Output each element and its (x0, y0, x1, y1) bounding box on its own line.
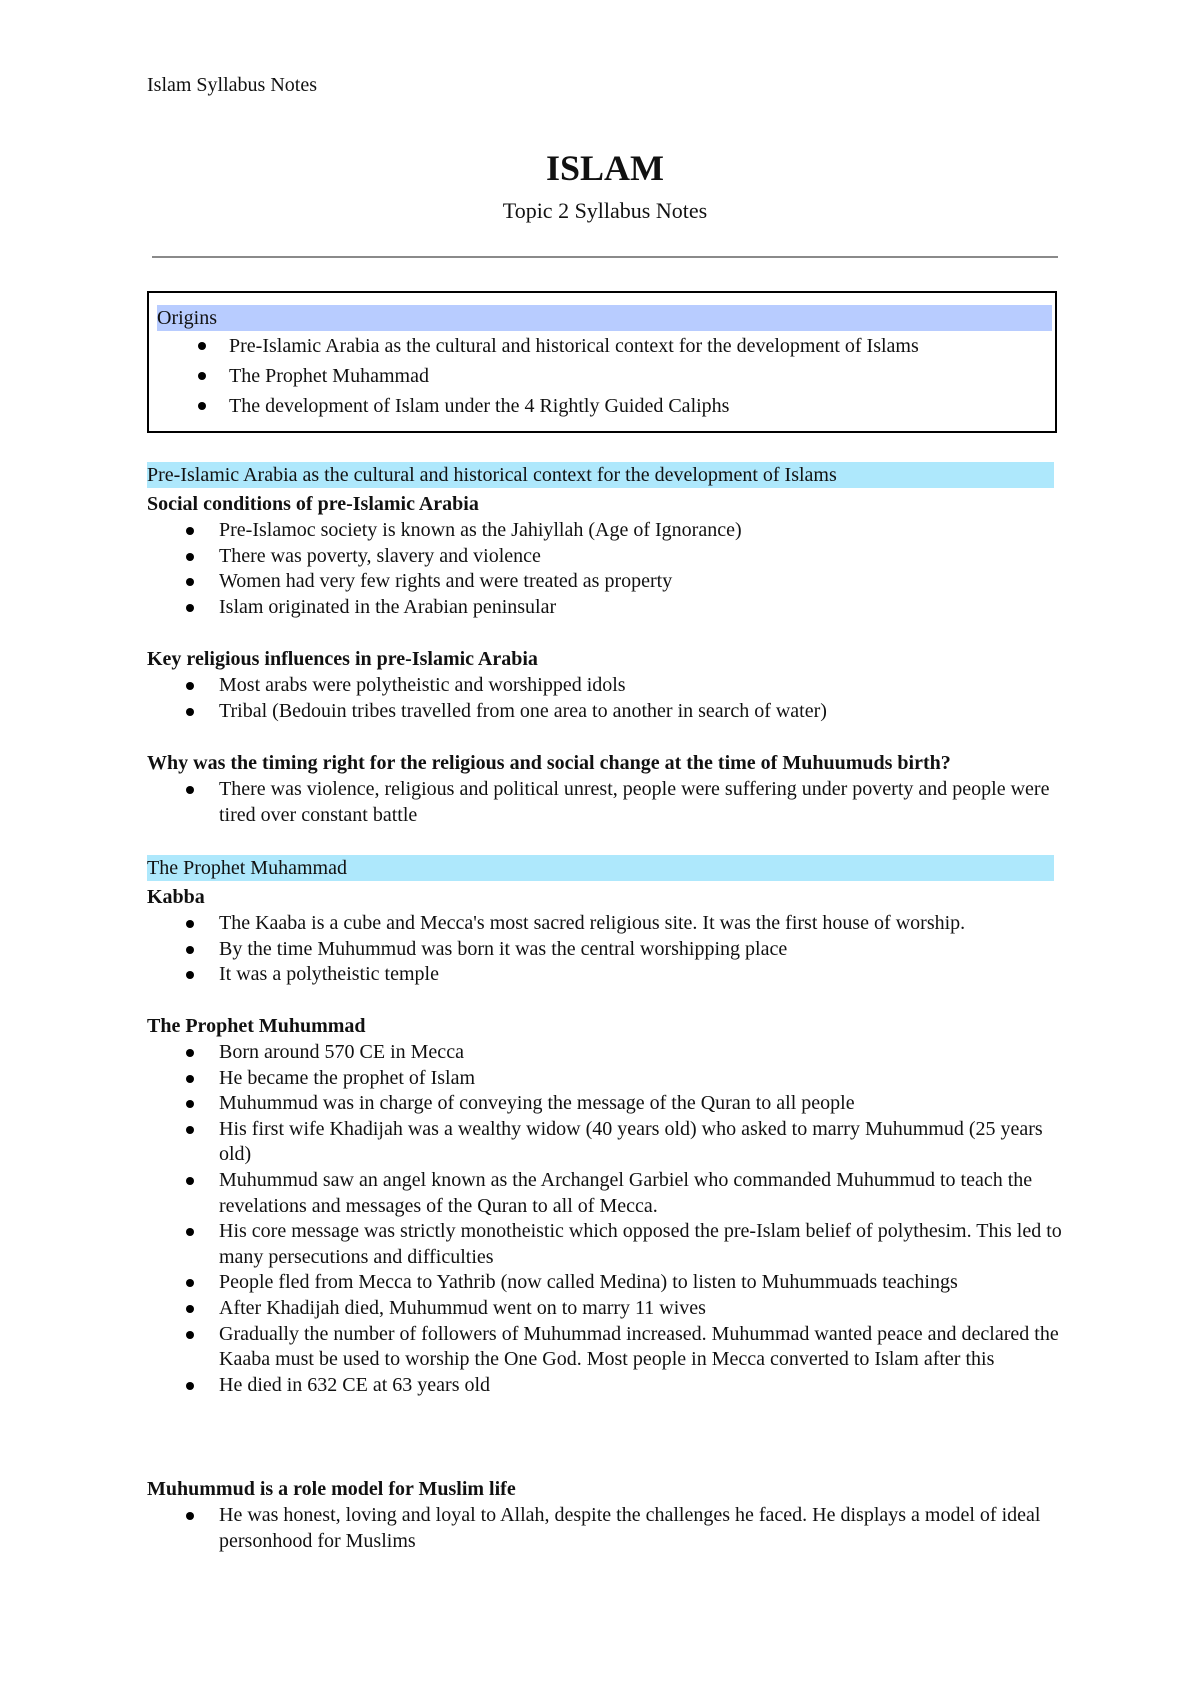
heading-religious-influences: Key religious influences in pre-Islamic Arabia (147, 648, 538, 670)
list-item: People fled from Mecca to Yathrib (now called Medina) to listen to Muhummuads teachings (147, 1270, 1067, 1296)
list-item: He died in 632 CE at 63 years old (147, 1373, 1067, 1399)
prophet-muhummad-list (147, 1040, 1067, 1398)
origins-box (147, 291, 1057, 433)
list-item: His core message was strictly monotheistic which opposed the pre-Islam belief of polythesim. This led to many persecutions and difficulties (147, 1219, 1067, 1270)
list-item: He became the prophet of Islam (147, 1066, 1067, 1092)
social-conditions-list (147, 518, 1067, 620)
heading-kabba: Kabba (147, 886, 205, 908)
section-bar-pre-islamic-arabia: Pre-Islamic Arabia as the cultural and historical context for the development of Islams (147, 462, 1054, 488)
list-item: There was poverty, slavery and violence (147, 544, 1067, 570)
list-item: Born around 570 CE in Mecca (147, 1040, 1067, 1066)
list-item: Gradually the number of followers of Muhummad increased. Muhummad wanted peace and declared the Kaaba must be used to worship the One God. Most people in Mecca converted to Islam after this (147, 1322, 1067, 1373)
heading-social-conditions: Social conditions of pre-Islamic Arabia (147, 493, 479, 515)
document-title: ISLAM (545, 148, 665, 188)
list-item: Most arabs were polytheistic and worshipped idols (147, 673, 1067, 699)
timing-list (147, 777, 1067, 828)
list-item: By the time Muhummud was born it was the central worshipping place (147, 937, 1067, 963)
title-divider (152, 256, 1058, 258)
section-bar-prophet-muhammad: The Prophet Muhammad (147, 855, 1054, 881)
list-item: Women had very few rights and were treated as property (147, 569, 1067, 595)
heading-prophet-muhummad: The Prophet Muhummad (147, 1015, 366, 1037)
list-item: Muhummud was in charge of conveying the message of the Quran to all people (147, 1091, 1067, 1117)
list-item: Islam originated in the Arabian peninsular (147, 595, 1067, 621)
list-item: The Kaaba is a cube and Mecca's most sacred religious site. It was the first house of worship. (147, 911, 1067, 937)
list-item: There was violence, religious and political unrest, people were suffering under poverty and people were tired over constant battle (147, 777, 1067, 828)
heading-role-model: Muhummud is a role model for Muslim life (147, 1478, 516, 1500)
origins-list (149, 331, 919, 421)
list-item: The development of Islam under the 4 Rightly Guided Caliphs (149, 391, 919, 421)
list-item: After Khadijah died, Muhummud went on to marry 11 wives (147, 1296, 1067, 1322)
religious-influences-list (147, 673, 1067, 724)
kabba-list (147, 911, 1067, 988)
list-item: Pre-Islamoc society is known as the Jahiyllah (Age of Ignorance) (147, 518, 1067, 544)
list-item: It was a polytheistic temple (147, 962, 1067, 988)
origins-box-title: Origins (157, 305, 1052, 331)
list-item: Pre-Islamic Arabia as the cultural and historical context for the development of Islams (149, 331, 919, 361)
list-item: The Prophet Muhammad (149, 361, 919, 391)
heading-timing: Why was the timing right for the religious and social change at the time of Muhuumuds birth? (147, 752, 951, 774)
list-item: Tribal (Bedouin tribes travelled from one area to another in search of water) (147, 699, 1067, 725)
list-item: He was honest, loving and loyal to Allah, despite the challenges he faced. He displays a model of ideal personhood for Muslims (147, 1503, 1067, 1554)
list-item: Muhummud saw an angel known as the Archangel Garbiel who commanded Muhummud to teach the revelations and messages of the Quran to all of Mecca. (147, 1168, 1067, 1219)
list-item: His first wife Khadijah was a wealthy widow (40 years old) who asked to marry Muhummud (25 years old) (147, 1117, 1067, 1168)
document-subtitle: Topic 2 Syllabus Notes (502, 198, 708, 223)
running-header: Islam Syllabus Notes (147, 74, 317, 96)
role-model-list (147, 1503, 1067, 1554)
